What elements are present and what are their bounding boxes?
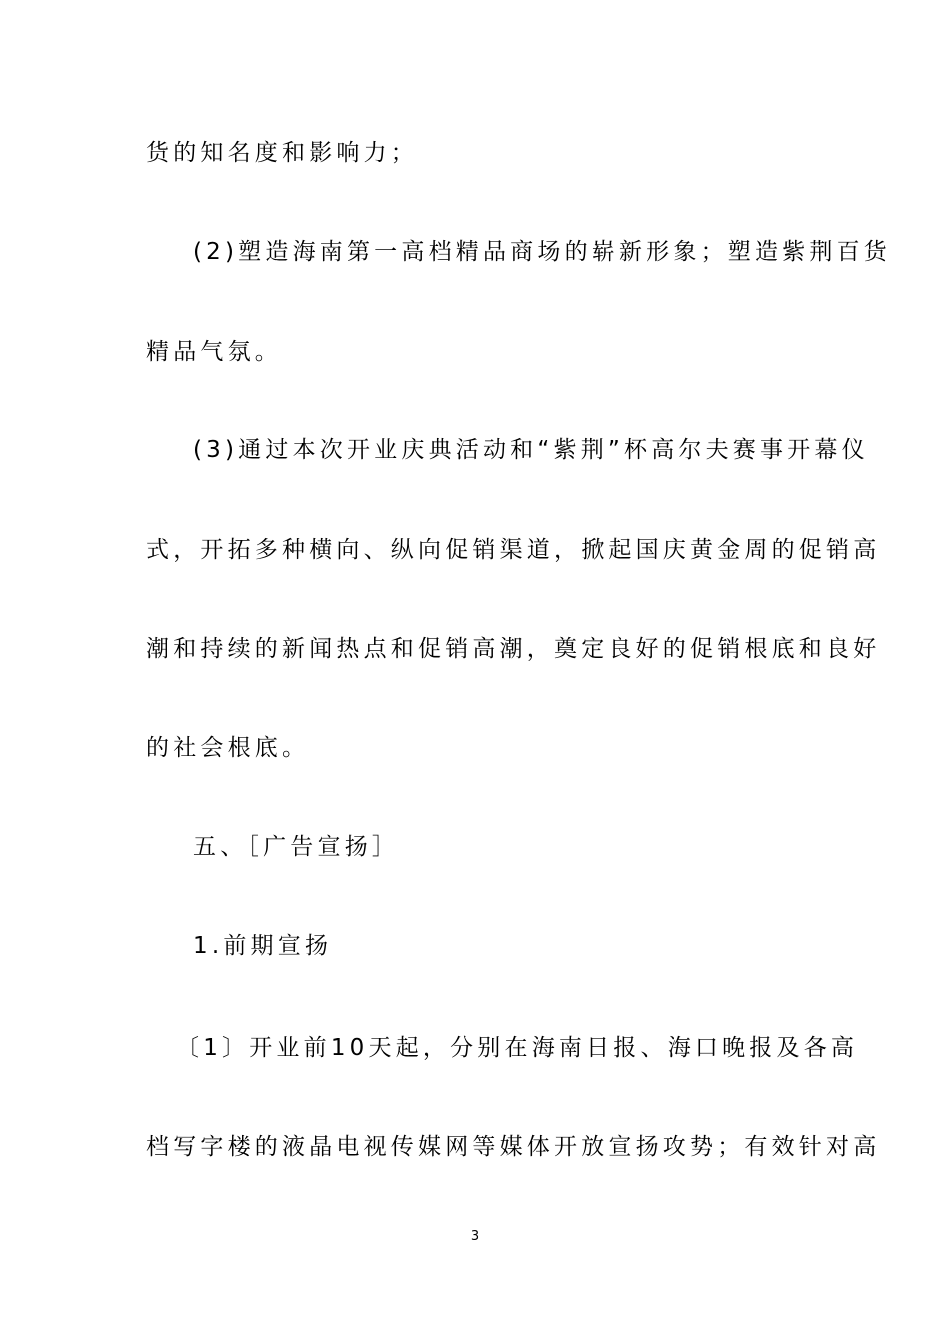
text-line-1: 货的知名度和影响力； xyxy=(146,140,418,166)
text-line-11: 档写字楼的液晶电视传媒网等媒体开放宣扬攻势；有效针对高 xyxy=(146,1134,881,1160)
subsection-heading: 1.前期宣扬 xyxy=(193,933,333,959)
text-line-3: 精品气氛。 xyxy=(146,339,282,365)
text-line-6: 潮和持续的新闻热点和促销高潮，奠定良好的促销根底和良好 xyxy=(146,636,881,662)
text-line-4: (3)通过本次开业庆典活动和“紫荆”杯高尔夫赛事开幕仪 xyxy=(193,437,869,463)
text-line-5: 式，开拓多种横向、纵向促销渠道，掀起国庆黄金周的促销高 xyxy=(146,537,881,563)
text-line-2: (2)塑造海南第一高档精品商场的崭新形象；塑造紫荆百货 xyxy=(193,239,891,265)
text-line-10: 〔1〕开业前10天起，分别在海南日报、海口晚报及各高 xyxy=(176,1035,859,1061)
section-heading: 五、［广告宣扬］ xyxy=(193,834,400,860)
text-line-7: 的社会根底。 xyxy=(146,735,310,761)
page-number: 3 xyxy=(470,1229,480,1244)
